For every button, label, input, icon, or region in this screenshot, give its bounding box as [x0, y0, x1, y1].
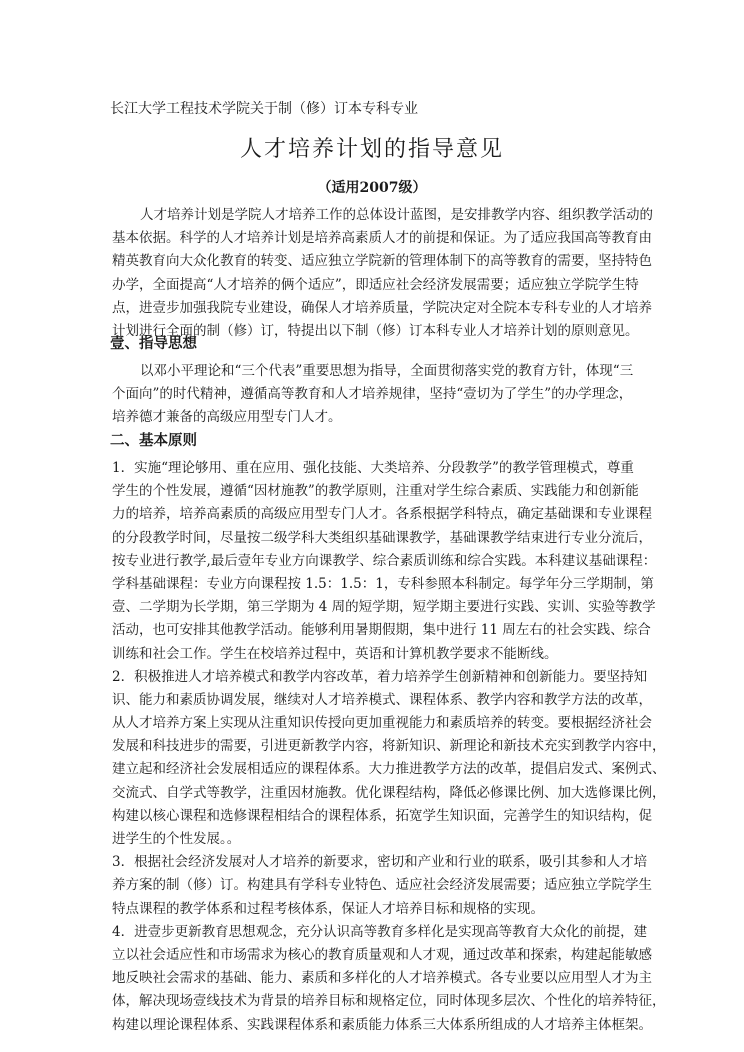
text-line: 2．积极推进人才培养模式和教学内容改革，着力培养学生创新精神和创新能力。要坚持知: [112, 668, 648, 685]
section1-heading: 壹、指导思想: [110, 336, 197, 352]
text-line: 发展和科技进步的需要，引进更新教学内容，将新知识、新理论和新技术充实到教学内容中，: [112, 738, 666, 755]
text-line: 特点课程的教学体系和过程考核体系，保证人才培养目标和规格的实现。: [112, 900, 544, 917]
text-line: 人才培养计划是学院人才培养工作的总体设计蓝图，是安排教学内容、组织教学活动的: [140, 207, 653, 223]
text-line: 学生的个性发展，遵循“因材施教”的教学原则，注重对学生综合素质、实践能力和创新能: [112, 483, 639, 500]
text-line: 构建以核心课程和选修课程相结合的课程体系，拓宽学生知识面，完善学生的知识结构，促: [112, 807, 652, 824]
text-line: 计划进行全面的制（修）订，特提出以下制（修）订本科专业人才培养计划的原则意见。: [112, 322, 639, 339]
text-line: 构建以理论课程体系、实践课程体系和素质能力体系三大体系所组成的人才培养主体框架。: [112, 1016, 652, 1033]
text-line: 1．实施“理论够用、重在应用、强化技能、大类培养、分段教学”的教学管理模式，尊重: [112, 460, 634, 476]
text-line: 学科基础课程：专业方向课程按 1.5：1.5：1，专科参照本科制定。每学年分三学期制，第: [112, 575, 654, 592]
text-line: 训练和社会工作。学生在校培养过程中，英语和计算机教学要求不能断线。: [112, 645, 558, 662]
section2-heading: 二、基本原则: [110, 433, 197, 449]
text-line: 交流式、自学式等教学，注重因材施教。优化课程结构，降低必修课比例、加大选修课比例，: [112, 784, 666, 801]
text-line: 办学，全面提高“人才培养的俩个适应”，即适应社会经济发展需要；适应独立学院学生特: [112, 276, 639, 293]
text-line: 识、能力和素质协调发展，继续对人才培养模式、课程体系、教学内容和教学方法的改革，: [112, 691, 652, 708]
text-line: 点，进壹步加强我院专业建设，确保人才培养质量，学院决定对全院本专科专业的人才培养: [112, 299, 652, 316]
text-line: 建立起和经济社会发展相适应的课程体系。大力推进教学方法的改革，提倡启发式、案例式、: [112, 761, 666, 778]
text-line: 养方案的制（修）订。构建具有学科专业特色、适应社会经济发展需要；适应独立学院学生: [112, 877, 652, 894]
text-line: 立以社会适应性和市场需求为核心的教育质量观和人才观，通过改革和探索，构建起能敏感: [112, 946, 652, 963]
document-title: 人才培养计划的指导意见: [239, 137, 504, 162]
text-line: 力的培养，培养高素质的高级应用型专门人才。各系根据学科特点，确定基础课和专业课程: [112, 506, 652, 523]
text-line: 精英教育向大众化教育的转变、适应独立学院新的管理体制下的高等教育的需要，坚持特色: [112, 253, 652, 270]
text-line: 基本依据。科学的人才培养计划是培养高素质人才的前提和保证。为了适应我国高等教育由: [112, 230, 652, 247]
text-line: 4．进壹步更新教育思想观念，充分认识高等教育多样化是实现高等教育大众化的前提，建: [112, 923, 648, 940]
text-line: 以邓小平理论和“三个代表”重要思想为指导，全面贯彻落实党的教育方针，体现“三: [140, 363, 634, 379]
text-line: 培养德才兼备的高级应用型专门人才。: [112, 409, 342, 426]
text-line: 体，解决现场壹线技术为背景的培养目标和规格定位，同时体现多层次、个性化的培养特征，: [112, 993, 666, 1010]
text-line: 按专业进行教学,最后壹年专业方向课教学、综合素质训练和综合实践。本科建议基础课程：: [112, 552, 657, 569]
text-line: 活动，也可安排其他教学活动。能够利用暑期假期，集中进行 11 周左右的社会实践、综合: [112, 622, 651, 639]
section2-body: [112, 457, 666, 1037]
text-line: 壹、二学期为长学期，第三学期为 4 周的短学期，短学期主要进行实践、实训、实验等教学: [112, 599, 656, 616]
text-line: 从人才培养方案上实现从注重知识传授向更加重视能力和素质培养的转变。要根据经济社会: [112, 715, 652, 732]
document-subtitle: （适用2007级）: [317, 180, 427, 196]
document-header: 长江大学工程技术学院关于制（修）订本专科专业: [110, 101, 418, 117]
text-line: 个面向”的时代精神，遵循高等教育和人才培养规律，坚持“壹切为了学生”的办学理念，: [112, 386, 633, 403]
text-line: 的分段教学时间，尽量按二级学科大类组织基础课教学，基础课教学结束进行专业分流后，: [112, 529, 652, 546]
text-line: 3．根据社会经济发展对人才培养的新要求，密切和产业和行业的联系，吸引其参和人才培: [112, 854, 648, 871]
text-line: 地反映社会需求的基础、能力、素质和多样化的人才培养模式。各专业要以应用型人才为主: [112, 970, 652, 987]
text-line: 进学生的个性发展。。: [112, 831, 241, 847]
section1-paragraph: [112, 360, 634, 430]
intro-paragraph: [112, 204, 653, 343]
